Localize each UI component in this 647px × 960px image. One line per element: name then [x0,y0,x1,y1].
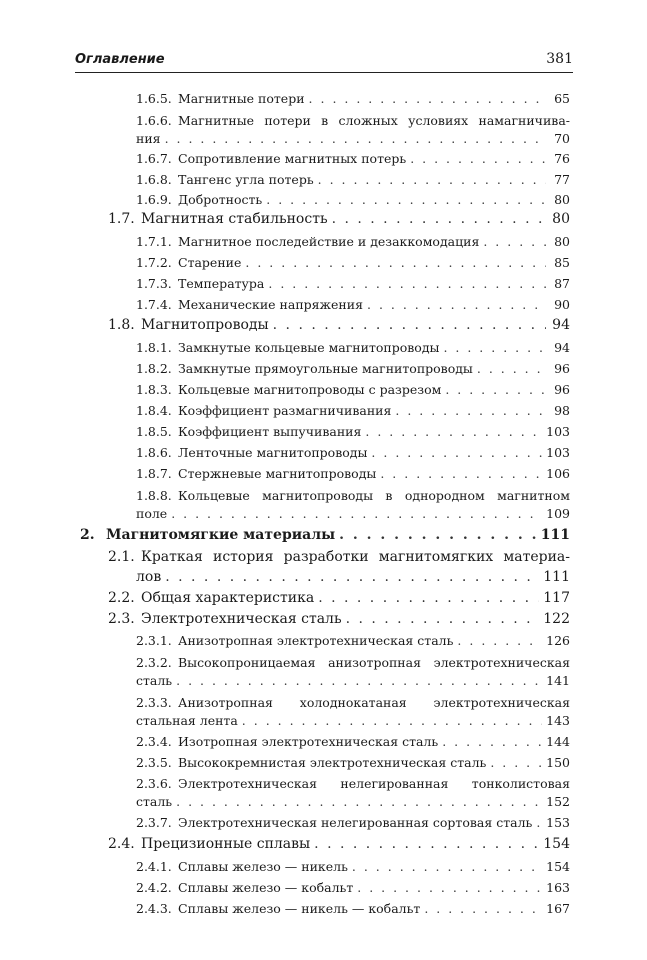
toc-entry-page: 98 [554,403,570,418]
leader-dots [357,880,542,895]
leader-dots [380,466,542,481]
toc-entry-title: Сплавы железо — кобальт [178,880,354,895]
toc-entry-page: 80 [554,192,570,207]
leader-dots [245,255,546,270]
toc-section-first-line [108,549,570,565]
toc-entry-number: 1.8. [108,317,135,333]
toc-entry-first-line [136,655,570,670]
toc-entry-page: 87 [554,276,570,291]
toc-entry [136,340,570,355]
toc-entry-page: 65 [554,91,570,106]
toc-entry-title: Анизотропная холоднокатаная электротехническая [178,695,570,710]
toc-entry [136,151,570,166]
toc-entry-number: 1.6.5. [136,91,172,106]
toc-entry-page: 117 [543,590,570,606]
toc-entry-title: Коэффициент выпучивания [178,424,362,439]
toc-entry-page: 109 [546,506,570,521]
toc-entry-page: 76 [554,151,570,166]
toc-entry-number: 2.3.4. [136,734,172,749]
toc-entry-page: 111 [540,527,570,543]
toc-entry-title: Стержневые магнитопроводы [178,466,377,481]
toc-entry [136,734,570,749]
toc-entry-first-line [136,488,570,503]
toc-entry [136,466,570,481]
toc-entry [136,424,570,439]
toc-entry-number: 1.7.2. [136,255,172,270]
toc-entry-first-line [136,695,570,710]
toc-entry-page: 122 [543,611,570,627]
toc-entry-number: 1.6.7. [136,151,172,166]
toc-entry-title: Сопротивление магнитных потерь [178,151,407,166]
toc-entry-number: 2.1. [108,549,135,565]
toc-entry-number: 1.8.7. [136,466,172,481]
toc-entry-number: 2.3.1. [136,633,172,648]
toc-entry-title: Изотропная электротехническая сталь [178,734,439,749]
toc-entry [136,255,570,270]
running-header-title: Оглавление [75,52,165,67]
toc-entry [136,755,570,770]
toc-entry-page: 94 [552,317,570,333]
leader-dots [165,131,546,146]
toc-entry [136,445,570,460]
toc-chapter-number: 2. [80,527,95,543]
toc-entry-title: Магнитное последействие и дезаккомодация [178,234,480,249]
toc-entry-page: 143 [546,713,570,728]
leader-dots [424,901,542,916]
toc-entry-continuation [136,673,570,688]
toc-entry-page: 96 [554,382,570,397]
toc-entry-page: 144 [546,734,570,749]
toc-entry-title-continuation: поле [136,506,168,521]
toc-entry-title: Старение [178,255,242,270]
toc-entry [136,361,570,376]
toc-entry-title: Замкнутые прямоугольные магнитопроводы [178,361,473,376]
toc-entry-title-continuation: ния [136,131,161,146]
toc-entry [136,859,570,874]
toc-entry-page: 96 [554,361,570,376]
toc-entry-title: Сплавы железо — никель [178,859,348,874]
toc-entry-page: 163 [546,880,570,895]
leader-dots [266,192,546,207]
leader-dots [367,297,546,312]
toc-entry-title: Электротехническая сталь [141,611,342,627]
toc-entry-number: 1.8.6. [136,445,172,460]
toc-entry [136,633,570,648]
toc-entry-page: 141 [546,673,570,688]
leader-dots [242,713,542,728]
leader-dots [318,172,546,187]
leader-dots [365,424,542,439]
toc-entry-continuation [136,794,570,809]
toc-entry-title-continuation: стальная лента [136,713,238,728]
leader-dots [490,755,542,770]
toc-entry-number: 1.7.1. [136,234,172,249]
leader-dots [395,403,546,418]
toc-entry-title: Магнитопроводы [141,317,269,333]
toc-section-continuation [136,569,570,585]
leader-dots [176,794,542,809]
leader-dots [352,859,542,874]
leader-dots [176,673,542,688]
toc-entry-title: Общая характеристика [141,590,315,606]
toc-entry-number: 2.3. [108,611,135,627]
toc-entry-number: 2.3.5. [136,755,172,770]
toc-entry-page: 77 [554,172,570,187]
toc-entry-page: 90 [554,297,570,312]
toc-entry-title: Прецизионные сплавы [141,836,311,852]
toc-entry-page: 80 [554,234,570,249]
toc-entry-page: 94 [554,340,570,355]
toc-entry-number: 1.8.8. [136,488,172,503]
toc-section [108,211,570,227]
leader-dots [318,590,539,606]
toc-entry-title: Краткая история разработки магнитомягких материа- [141,549,570,565]
toc-chapter [80,527,570,543]
toc-entry-page: 106 [546,466,570,481]
toc-entry-title-continuation: сталь [136,673,173,688]
toc-entry-page: 103 [546,424,570,439]
toc-entry-page: 70 [554,131,570,146]
leader-dots [371,445,542,460]
leader-dots [314,836,539,852]
toc-entry-title-continuation: сталь [136,794,173,809]
toc-entry-title: Сплавы железо — никель — кобальт [178,901,421,916]
leader-dots [536,815,542,830]
toc-entry-title: Кольцевые магнитопроводы с разрезом [178,382,442,397]
toc-entry-title: Тангенс угла потерь [178,172,314,187]
toc-entry-title: Кольцевые магнитопроводы в однородном магнитном [178,488,570,503]
toc-section [108,590,570,606]
toc-entry-title-continuation: лов [136,569,162,585]
toc-entry [136,815,570,830]
toc-entry-number: 1.6.8. [136,172,172,187]
toc-entry-number: 1.7.3. [136,276,172,291]
leader-dots [171,506,542,521]
leader-dots [410,151,546,166]
toc-entry-first-line [136,113,570,128]
toc-entry-number: 1.8.5. [136,424,172,439]
leader-dots [442,734,542,749]
toc-entry-continuation [136,131,570,146]
toc-entry-title: Высококремнистая электротехническая сталь [178,755,487,770]
toc-entry-page: 126 [546,633,570,648]
toc-entry-title: Замкнутые кольцевые магнитопроводы [178,340,440,355]
toc-entry-title: Электротехническая нелегированная тонколистовая [178,776,570,791]
toc-entry-number: 2.2. [108,590,135,606]
leader-dots [332,211,546,227]
toc-section [108,836,570,852]
toc-entry-title: Температура [178,276,265,291]
toc-entry-number: 1.6.6. [136,113,172,128]
toc-entry [136,172,570,187]
page-number: 381 [546,51,573,67]
toc-entry-number: 2.3.3. [136,695,172,710]
toc-entry-page: 152 [546,794,570,809]
toc-entry-page: 80 [552,211,570,227]
toc-entry [136,403,570,418]
leader-dots [483,234,546,249]
toc-entry-number: 2.4. [108,836,135,852]
toc-entry-page: 85 [554,255,570,270]
toc-entry-number: 1.6.9. [136,192,172,207]
toc-entry-page: 154 [546,859,570,874]
toc-entry-number: 2.4.1. [136,859,172,874]
leader-dots [346,611,540,627]
leader-dots [165,569,539,585]
toc-entry-title: Магнитные потери [178,91,305,106]
toc-entry-title: Добротность [178,192,263,207]
leader-dots [309,91,546,106]
toc-entry [136,880,570,895]
toc-entry-page: 154 [543,836,570,852]
leader-dots [339,527,537,543]
toc-entry-page: 103 [546,445,570,460]
toc-entry [136,901,570,916]
toc-entry-number: 2.4.3. [136,901,172,916]
toc-entry-title: Коэффициент размагничивания [178,403,392,418]
toc-entry-title: Механические напряжения [178,297,363,312]
toc-entry-title: Магнитная стабильность [141,211,328,227]
toc-entry-number: 2.3.6. [136,776,172,791]
toc-entry-number: 1.8.2. [136,361,172,376]
toc-entry-title: Высокопроницаемая анизотропная электротехническая [178,655,570,670]
toc-entry [136,91,570,106]
toc-entry-continuation [136,506,570,521]
toc-entry-title: Анизотропная электротехническая сталь [178,633,454,648]
toc-entry-number: 1.7.4. [136,297,172,312]
toc-entry-page: 150 [546,755,570,770]
toc-entry-number: 1.8.4. [136,403,172,418]
toc-entry-title: Электротехническая нелегированная сортовая сталь [178,815,533,830]
toc-entry-number: 2.3.2. [136,655,172,670]
toc-entry [136,297,570,312]
leader-dots [273,317,546,333]
toc-chapter-title: Магнитомягкие материалы [106,527,336,543]
toc-entry-number: 2.4.2. [136,880,172,895]
toc-entry-continuation [136,713,570,728]
leader-dots [477,361,546,376]
toc-entry-title: Ленточные магнитопроводы [178,445,368,460]
toc-entry-number: 1.7. [108,211,135,227]
toc-entry-first-line [136,776,570,791]
toc-entry [136,234,570,249]
toc-entry-number: 1.8.1. [136,340,172,355]
toc-entry-title: Магнитные потери в сложных условиях намагничива- [178,113,570,128]
toc-entry-number: 1.8.3. [136,382,172,397]
leader-dots [445,382,546,397]
leader-dots [268,276,546,291]
toc-entry [136,192,570,207]
toc-entry-number: 2.3.7. [136,815,172,830]
toc-entry-page: 111 [543,569,570,585]
toc-entry [136,276,570,291]
leader-dots [443,340,546,355]
leader-dots [457,633,542,648]
toc-entry [136,382,570,397]
toc-entry-page: 153 [546,815,570,830]
toc-entry-page: 167 [546,901,570,916]
toc-section [108,611,570,627]
toc-section [108,317,570,333]
